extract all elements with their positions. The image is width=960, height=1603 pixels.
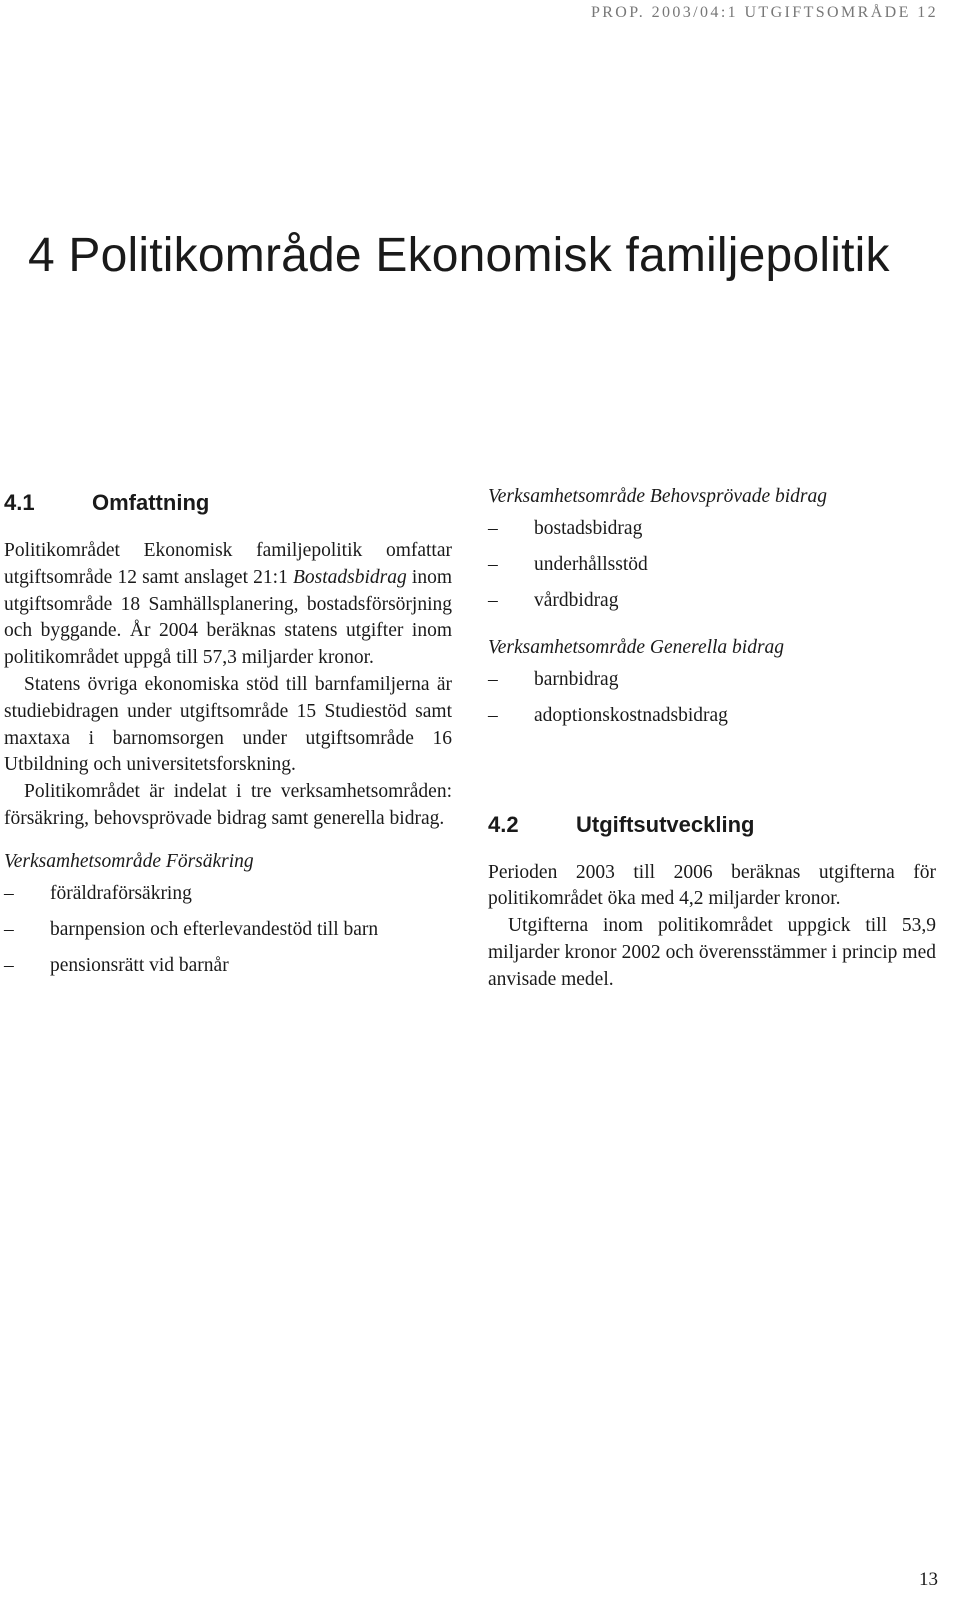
page-number: 13 bbox=[919, 1569, 938, 1590]
dash-marker: – bbox=[488, 668, 498, 690]
list-item-text: pensionsrätt vid barnår bbox=[50, 954, 229, 976]
section-number: 4.1 bbox=[4, 490, 35, 515]
list-item bbox=[4, 948, 452, 984]
dash-marker: – bbox=[4, 918, 14, 940]
paragraph-scope bbox=[4, 538, 452, 672]
list-item-text: bostadsbidrag bbox=[534, 517, 643, 539]
paragraph-text: Politikområdet Ekonomisk familjepolitik omfattar utgiftsområde 12 samt anslaget 21:1 bbox=[4, 540, 452, 588]
paragraph-text: inom utgiftsområde 18 Samhällsplanering, bostadsförsörjning och byggande. År 2004 beräknas statens utgifter inom politikområdet uppgå till 57,3 miljarder kronor. bbox=[4, 566, 452, 669]
running-header: PROP. 2003/04:1 UTGIFTSOMRÅDE 12 bbox=[590, 4, 938, 21]
subheading-behovsprovade: Verksamhetsområde Behovsprövade bidrag bbox=[488, 486, 828, 507]
list-item-text: vårdbidrag bbox=[534, 589, 619, 611]
list-item bbox=[488, 511, 936, 547]
paragraph-italic-term: Bostadsbidrag bbox=[292, 566, 407, 588]
list-item bbox=[488, 662, 936, 698]
chapter-title: 4 Politikområde Ekonomisk familjepolitik bbox=[28, 229, 890, 282]
list-generella bbox=[488, 662, 936, 734]
dash-marker: – bbox=[488, 589, 498, 611]
section-number: 4.2 bbox=[488, 811, 519, 837]
list-behovsprovade bbox=[488, 511, 936, 619]
section-heading-4-2 bbox=[488, 806, 936, 844]
dash-marker: – bbox=[488, 517, 498, 539]
section-heading-4-1 bbox=[4, 484, 452, 522]
paragraph-other-support: Statens övriga ekonomiska stöd till barnfamiljerna är studiebidragen under utgiftsområde 15 Studiestöd samt maxtaxa i barnomsorgen under utgiftsområde 16 Utbildning och universitetsforskning. bbox=[4, 673, 452, 776]
list-item-text: barnpension och efterlevandestöd till barn bbox=[50, 918, 379, 940]
right-column bbox=[488, 484, 936, 994]
paragraph-expenditure-period: Perioden 2003 till 2006 beräknas utgifterna för politikområdet öka med 4,2 miljarder kronor. bbox=[488, 861, 936, 910]
list-item bbox=[488, 547, 936, 583]
dash-marker: – bbox=[4, 882, 14, 904]
list-item bbox=[4, 912, 452, 948]
list-item-text: föräldraförsäkring bbox=[50, 882, 192, 904]
list-item bbox=[4, 876, 452, 912]
list-item bbox=[488, 583, 936, 619]
list-item-text: underhållsstöd bbox=[534, 553, 648, 575]
paragraph-expenditure-2002: Utgifterna inom politikområdet uppgick till 53,9 miljarder kronor 2002 och överensstämmer i princip med anvisade medel. bbox=[488, 915, 936, 990]
list-item-text: adoptionskostnadsbidrag bbox=[534, 704, 728, 726]
list-item-text: barnbidrag bbox=[534, 668, 619, 690]
paragraph-areas: Politikområdet är indelat i tre verksamhetsområden: försäkring, behovsprövade bidrag samt generella bidrag. bbox=[4, 781, 452, 829]
list-item bbox=[488, 698, 936, 734]
dash-marker: – bbox=[488, 553, 498, 575]
subheading-forsakring: Verksamhetsområde Försäkring bbox=[4, 850, 254, 872]
left-column bbox=[4, 484, 452, 984]
dash-marker: – bbox=[4, 954, 14, 976]
subheading-generella: Verksamhetsområde Generella bidrag bbox=[488, 636, 785, 658]
section-title: Omfattning bbox=[92, 490, 210, 515]
list-forsakring bbox=[4, 876, 452, 984]
section-title: Utgiftsutveckling bbox=[576, 811, 755, 837]
dash-marker: – bbox=[488, 704, 498, 726]
